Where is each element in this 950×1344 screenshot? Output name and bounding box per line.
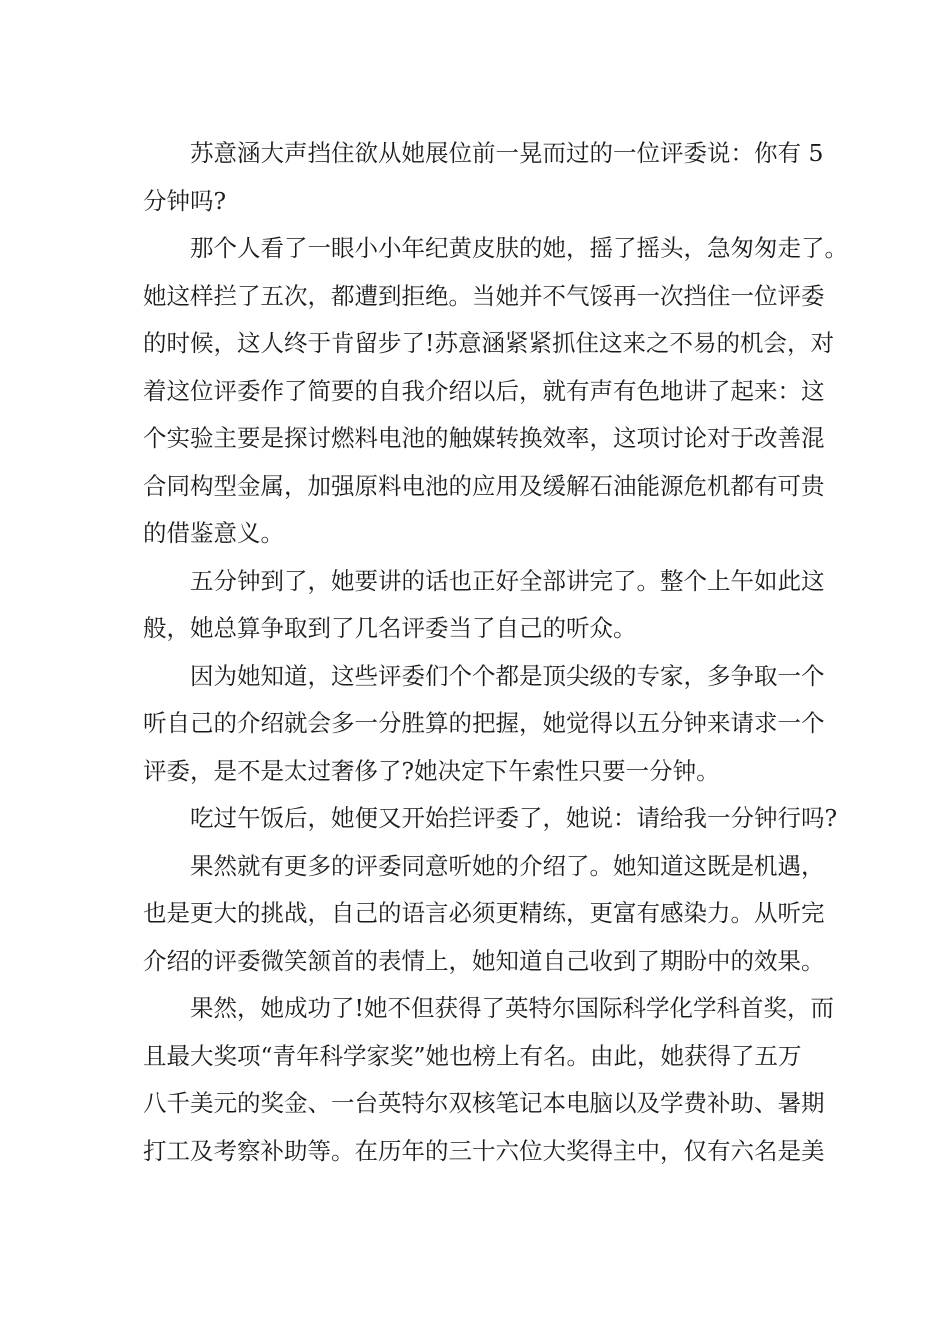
paragraph-3-line-1: 五分钟到了，她要讲的话也正好全部讲完了。整个上午如此这 xyxy=(190,566,825,595)
paragraph-7-line-1: 果然，她成功了!她不但获得了英特尔国际科学化学科首奖，而 xyxy=(190,994,834,1022)
paragraph-2-line-1: 那个人看了一眼小小年纪黄皮肤的她，摇了摇头，急匆匆走了。 xyxy=(190,234,848,262)
paragraph-2-line-5: 个实验主要是探讨燃料电池的触媒转换效率，这项讨论对于改善混 xyxy=(143,424,825,452)
paragraph-2-line-2: 她这样拦了五次，都遭到拒绝。当她并不气馁再一次挡住一位评委 xyxy=(143,281,825,310)
paragraph-6-line-2: 也是更大的挑战，自己的语言必须更精练，更富有感染力。从听完 xyxy=(143,899,825,927)
paragraph-6-line-3: 介绍的评委微笑颔首的表情上，她知道自己收到了期盼中的效果。 xyxy=(143,946,825,975)
paragraph-2-line-6: 合同构型金属，加强原料电池的应用及缓解石油能源危机都有可贵 xyxy=(143,471,825,500)
paragraph-5-line-1: 吃过午饭后，她便又开始拦评委了，她说：请给我一分钟行吗? xyxy=(190,804,838,832)
paragraph-2-line-7: 的借鉴意义。 xyxy=(143,519,284,547)
paragraph-4-line-2: 听自己的介绍就会多一分胜算的把握，她觉得以五分钟来请求一个 xyxy=(143,709,825,737)
paragraph-7-line-3: 八千美元的奖金、一台英特尔双核笔记本电脑以及学费补助、暑期 xyxy=(143,1089,825,1117)
paragraph-2-line-4: 着这位评委作了简要的自我介绍以后，就有声有色地讲了起来：这 xyxy=(143,376,825,405)
paragraph-1-line-2: 分钟吗? xyxy=(143,186,227,215)
paragraph-2-line-3: 的时候，这人终于肯留步了!苏意涵紧紧抓住这来之不易的机会，对 xyxy=(143,329,834,357)
paragraph-3-line-2: 般，她总算争取到了几名评委当了自己的听众。 xyxy=(143,614,637,642)
paragraph-4-line-1: 因为她知道，这些评委们个个都是顶尖级的专家，多争取一个 xyxy=(190,661,825,690)
paragraph-7-line-2: 且最大奖项“青年科学家奖”她也榜上有名。由此，她获得了五万 xyxy=(143,1041,802,1070)
document-body xyxy=(143,130,848,1175)
paragraph-6-line-1: 果然就有更多的评委同意听她的介绍了。她知道这既是机遇， xyxy=(190,851,825,880)
paragraph-1-line-1: 苏意涵大声挡住欲从她展位前一晃而过的一位评委说：你有 5 xyxy=(190,139,824,167)
paragraph-4-line-3: 评委，是不是太过奢侈了?她决定下午索性只要一分钟。 xyxy=(143,756,720,785)
paragraph-7-line-4: 打工及考察补助等。在历年的三十六位大奖得主中，仅有六名是美 xyxy=(143,1136,825,1165)
